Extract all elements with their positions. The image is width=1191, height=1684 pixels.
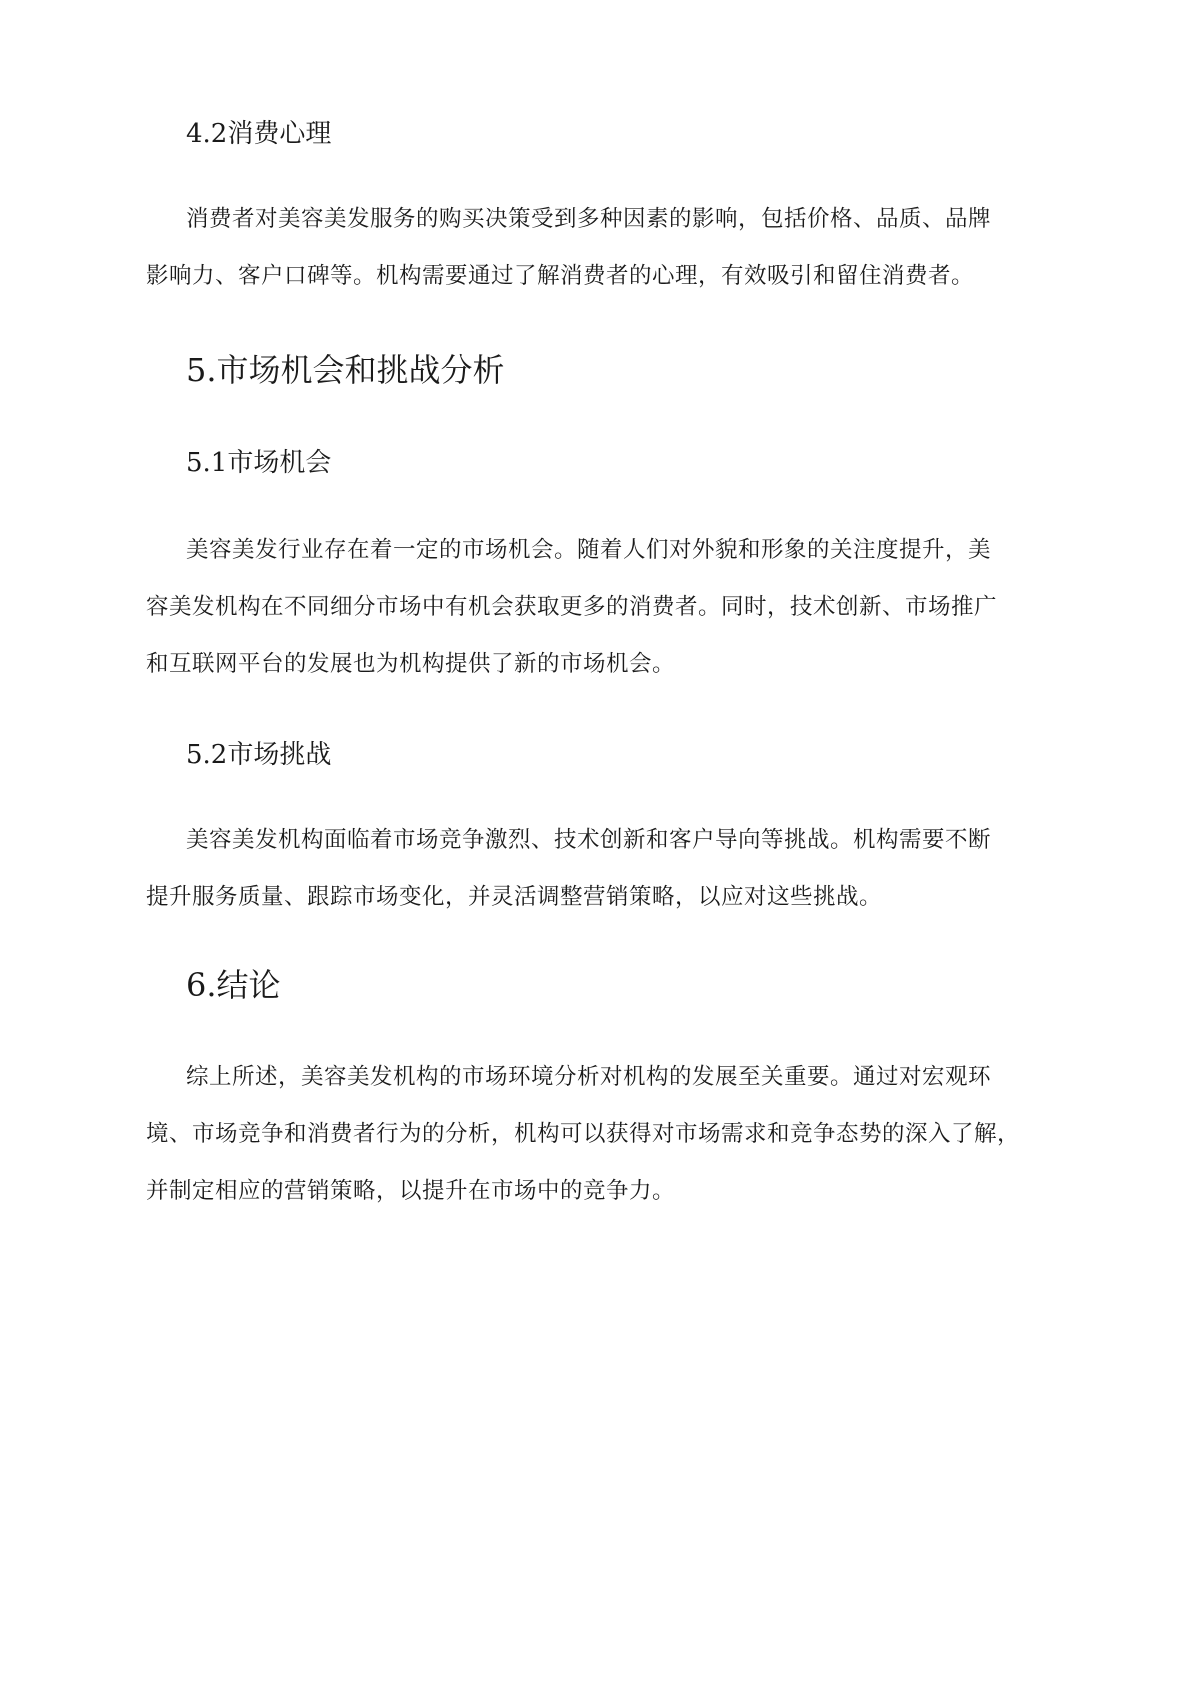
section-4-2-line-1: 消费者对美容美发服务的购买决策受到多种因素的影响，包括价格、品质、品牌 [186,206,992,232]
section-5-2-line-2: 提升服务质量、跟踪市场变化，并灵活调整营销策略，以应对这些挑战。 [146,884,883,910]
section-6-line-3: 并制定相应的营销策略，以提升在市场中的竞争力。 [146,1178,676,1204]
section-5-1-line-3: 和互联网平台的发展也为机构提供了新的市场机会。 [146,651,676,677]
section-4-2-title: 4.2消费心理 [186,119,332,149]
section-6-line-2: 境、市场竞争和消费者行为的分析，机构可以获得对市场需求和竞争态势的深入了解， [146,1121,1021,1147]
section-5-title: 5.市场机会和挑战分析 [186,351,505,389]
section-5-1-title: 5.1市场机会 [186,448,332,478]
section-5-2-title: 5.2市场挑战 [186,740,332,770]
section-4-2-line-2: 影响力、客户口碑等。机构需要通过了解消费者的心理，有效吸引和留住消费者。 [146,263,975,289]
section-6-title: 6.结论 [186,966,281,1004]
section-6-line-1: 综上所述，美容美发机构的市场环境分析对机构的发展至关重要。通过对宏观环 [186,1064,992,1090]
section-5-2-line-1: 美容美发机构面临着市场竞争激烈、技术创新和客户导向等挑战。机构需要不断 [186,827,992,853]
section-5-1-line-1: 美容美发行业存在着一定的市场机会。随着人们对外貌和形象的关注度提升，美 [186,537,992,563]
section-5-1-line-2: 容美发机构在不同细分市场中有机会获取更多的消费者。同时，技术创新、市场推广 [146,594,998,620]
